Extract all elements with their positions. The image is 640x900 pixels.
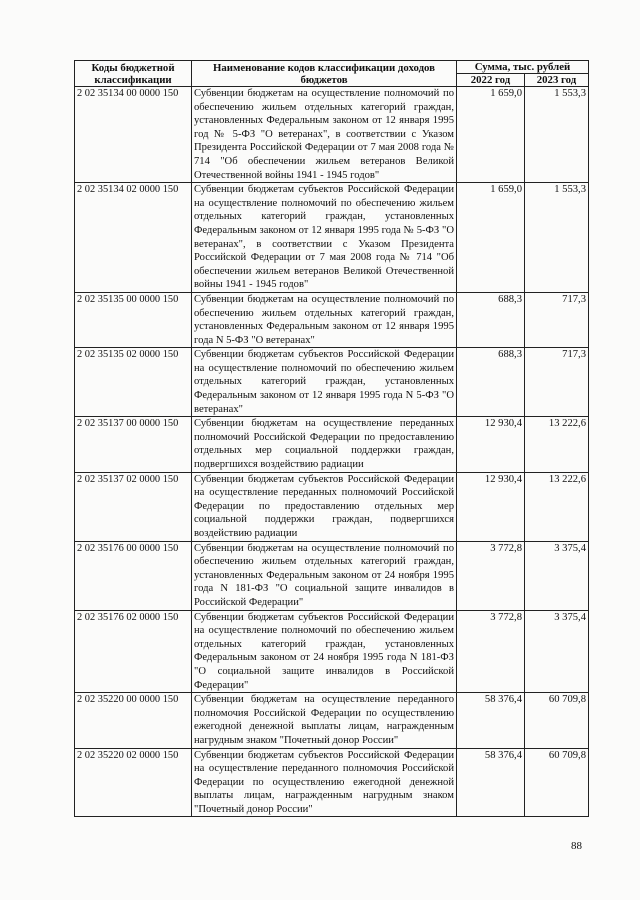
row-name: Субвенции бюджетам субъектов Российской Федерации на осуществление переданного полномочия Российской Федерации по осуществлению ежегодной денежной выплаты лицам, награжденным нагрудным знаком "Почетный донор России" — [192, 748, 457, 817]
row-code: 2 02 35135 00 0000 150 — [75, 292, 192, 347]
row-sum-2022: 12 930,4 — [457, 472, 525, 541]
header-year-2023: 2023 год — [525, 74, 589, 87]
row-sum-2023: 13 222,6 — [525, 472, 589, 541]
header-code: Коды бюджетной классификации — [75, 61, 192, 87]
row-sum-2023: 1 553,3 — [525, 183, 589, 293]
row-sum-2023: 717,3 — [525, 292, 589, 347]
table-row — [75, 541, 589, 610]
row-sum-2022: 1 659,0 — [457, 87, 525, 183]
row-name: Субвенции бюджетам на осуществление полномочий по обеспечению жильем отдельных категорий граждан, установленных Федеральным законом от 24 ноября 1995 года N 181-ФЗ "О социальной защите инвалидов в Российской Федерации" — [192, 541, 457, 610]
header-name: Наименование кодов классификации доходов бюджетов — [192, 61, 457, 87]
row-name: Субвенции бюджетам на осуществление полномочий по обеспечению жильем отдельных категорий граждан, установленных Федеральным законом от 12 января 1995 года N 5-ФЗ "О ветеранах" — [192, 292, 457, 347]
row-name: Субвенции бюджетам субъектов Российской Федерации на осуществление полномочий по обеспечению жильем отдельных категорий граждан, установленных Федеральным законом от 24 ноября 1995 года N 181-ФЗ "О социальной защите инвалидов в Российской Федерации" — [192, 610, 457, 693]
row-code: 2 02 35137 02 0000 150 — [75, 472, 192, 541]
table-row — [75, 417, 589, 472]
row-code: 2 02 35220 02 0000 150 — [75, 748, 192, 817]
row-sum-2023: 717,3 — [525, 348, 589, 417]
table-row — [75, 87, 589, 183]
table-header — [75, 61, 589, 87]
row-sum-2022: 12 930,4 — [457, 417, 525, 472]
table-row — [75, 748, 589, 817]
table-row — [75, 292, 589, 347]
row-sum-2022: 58 376,4 — [457, 748, 525, 817]
row-code: 2 02 35134 00 0000 150 — [75, 87, 192, 183]
row-sum-2022: 688,3 — [457, 292, 525, 347]
table-row — [75, 693, 589, 748]
row-code: 2 02 35176 02 0000 150 — [75, 610, 192, 693]
row-name: Субвенции бюджетам на осуществление переданного полномочия Российской Федерации по осуществлению ежегодной денежной выплаты лицам, награжденным нагрудным знаком "Почетный донор России" — [192, 693, 457, 748]
row-name: Субвенции бюджетам субъектов Российской Федерации на осуществление полномочий по обеспечению жильем отдельных категорий граждан, установленных Федеральным законом от 12 января 1995 года № 5-ФЗ "О ветеранах", в соответствии с Указом Президента Российской Федерации от 7 мая 2008 года № 714 "Об обеспечении жильем ветеранов Великой Отечественной войны 1941 - 1945 годов" — [192, 183, 457, 293]
row-code: 2 02 35176 00 0000 150 — [75, 541, 192, 610]
row-sum-2022: 688,3 — [457, 348, 525, 417]
table-row — [75, 610, 589, 693]
row-name: Субвенции бюджетам на осуществление переданных полномочий Российской Федерации по предоставлению отдельных мер социальной поддержки граждан, подвергшихся воздействию радиации — [192, 417, 457, 472]
table-row — [75, 472, 589, 541]
row-sum-2023: 1 553,3 — [525, 87, 589, 183]
table-body — [75, 87, 589, 817]
row-code: 2 02 35220 00 0000 150 — [75, 693, 192, 748]
row-name: Субвенции бюджетам субъектов Российской Федерации на осуществление переданных полномочий Российской Федерации по предоставлению отдельных мер социальной поддержки граждан, подвергшихся воздействию радиации — [192, 472, 457, 541]
table-row — [75, 348, 589, 417]
row-sum-2022: 3 772,8 — [457, 610, 525, 693]
row-sum-2022: 58 376,4 — [457, 693, 525, 748]
row-sum-2023: 60 709,8 — [525, 693, 589, 748]
row-sum-2023: 60 709,8 — [525, 748, 589, 817]
row-sum-2023: 13 222,6 — [525, 417, 589, 472]
row-code: 2 02 35134 02 0000 150 — [75, 183, 192, 293]
row-sum-2022: 1 659,0 — [457, 183, 525, 293]
row-sum-2023: 3 375,4 — [525, 541, 589, 610]
row-sum-2022: 3 772,8 — [457, 541, 525, 610]
row-code: 2 02 35135 02 0000 150 — [75, 348, 192, 417]
header-sum: Сумма, тыс. рублей — [457, 61, 589, 74]
table-row — [75, 183, 589, 293]
row-code: 2 02 35137 00 0000 150 — [75, 417, 192, 472]
row-name: Субвенции бюджетам на осуществление полномочий по обеспечению жильем отдельных категорий граждан, установленных Федеральным законом от 12 января 1995 год № 5-ФЗ "О ветеранах", в соответствии с Указом Президента Российской Федерации от 7 мая 2008 года № 714 "Об обеспечении жильем ветеранов Великой Отечественной войны 1941 - 1945 годов" — [192, 87, 457, 183]
budget-table — [74, 60, 589, 817]
header-year-2022: 2022 год — [457, 74, 525, 87]
page-number: 88 — [571, 840, 582, 852]
row-name: Субвенции бюджетам субъектов Российской Федерации на осуществление полномочий по обеспечению жильем отдельных категорий граждан, установленных Федеральным законом от 12 января 1995 года N 5-ФЗ "О ветеранах" — [192, 348, 457, 417]
row-sum-2023: 3 375,4 — [525, 610, 589, 693]
